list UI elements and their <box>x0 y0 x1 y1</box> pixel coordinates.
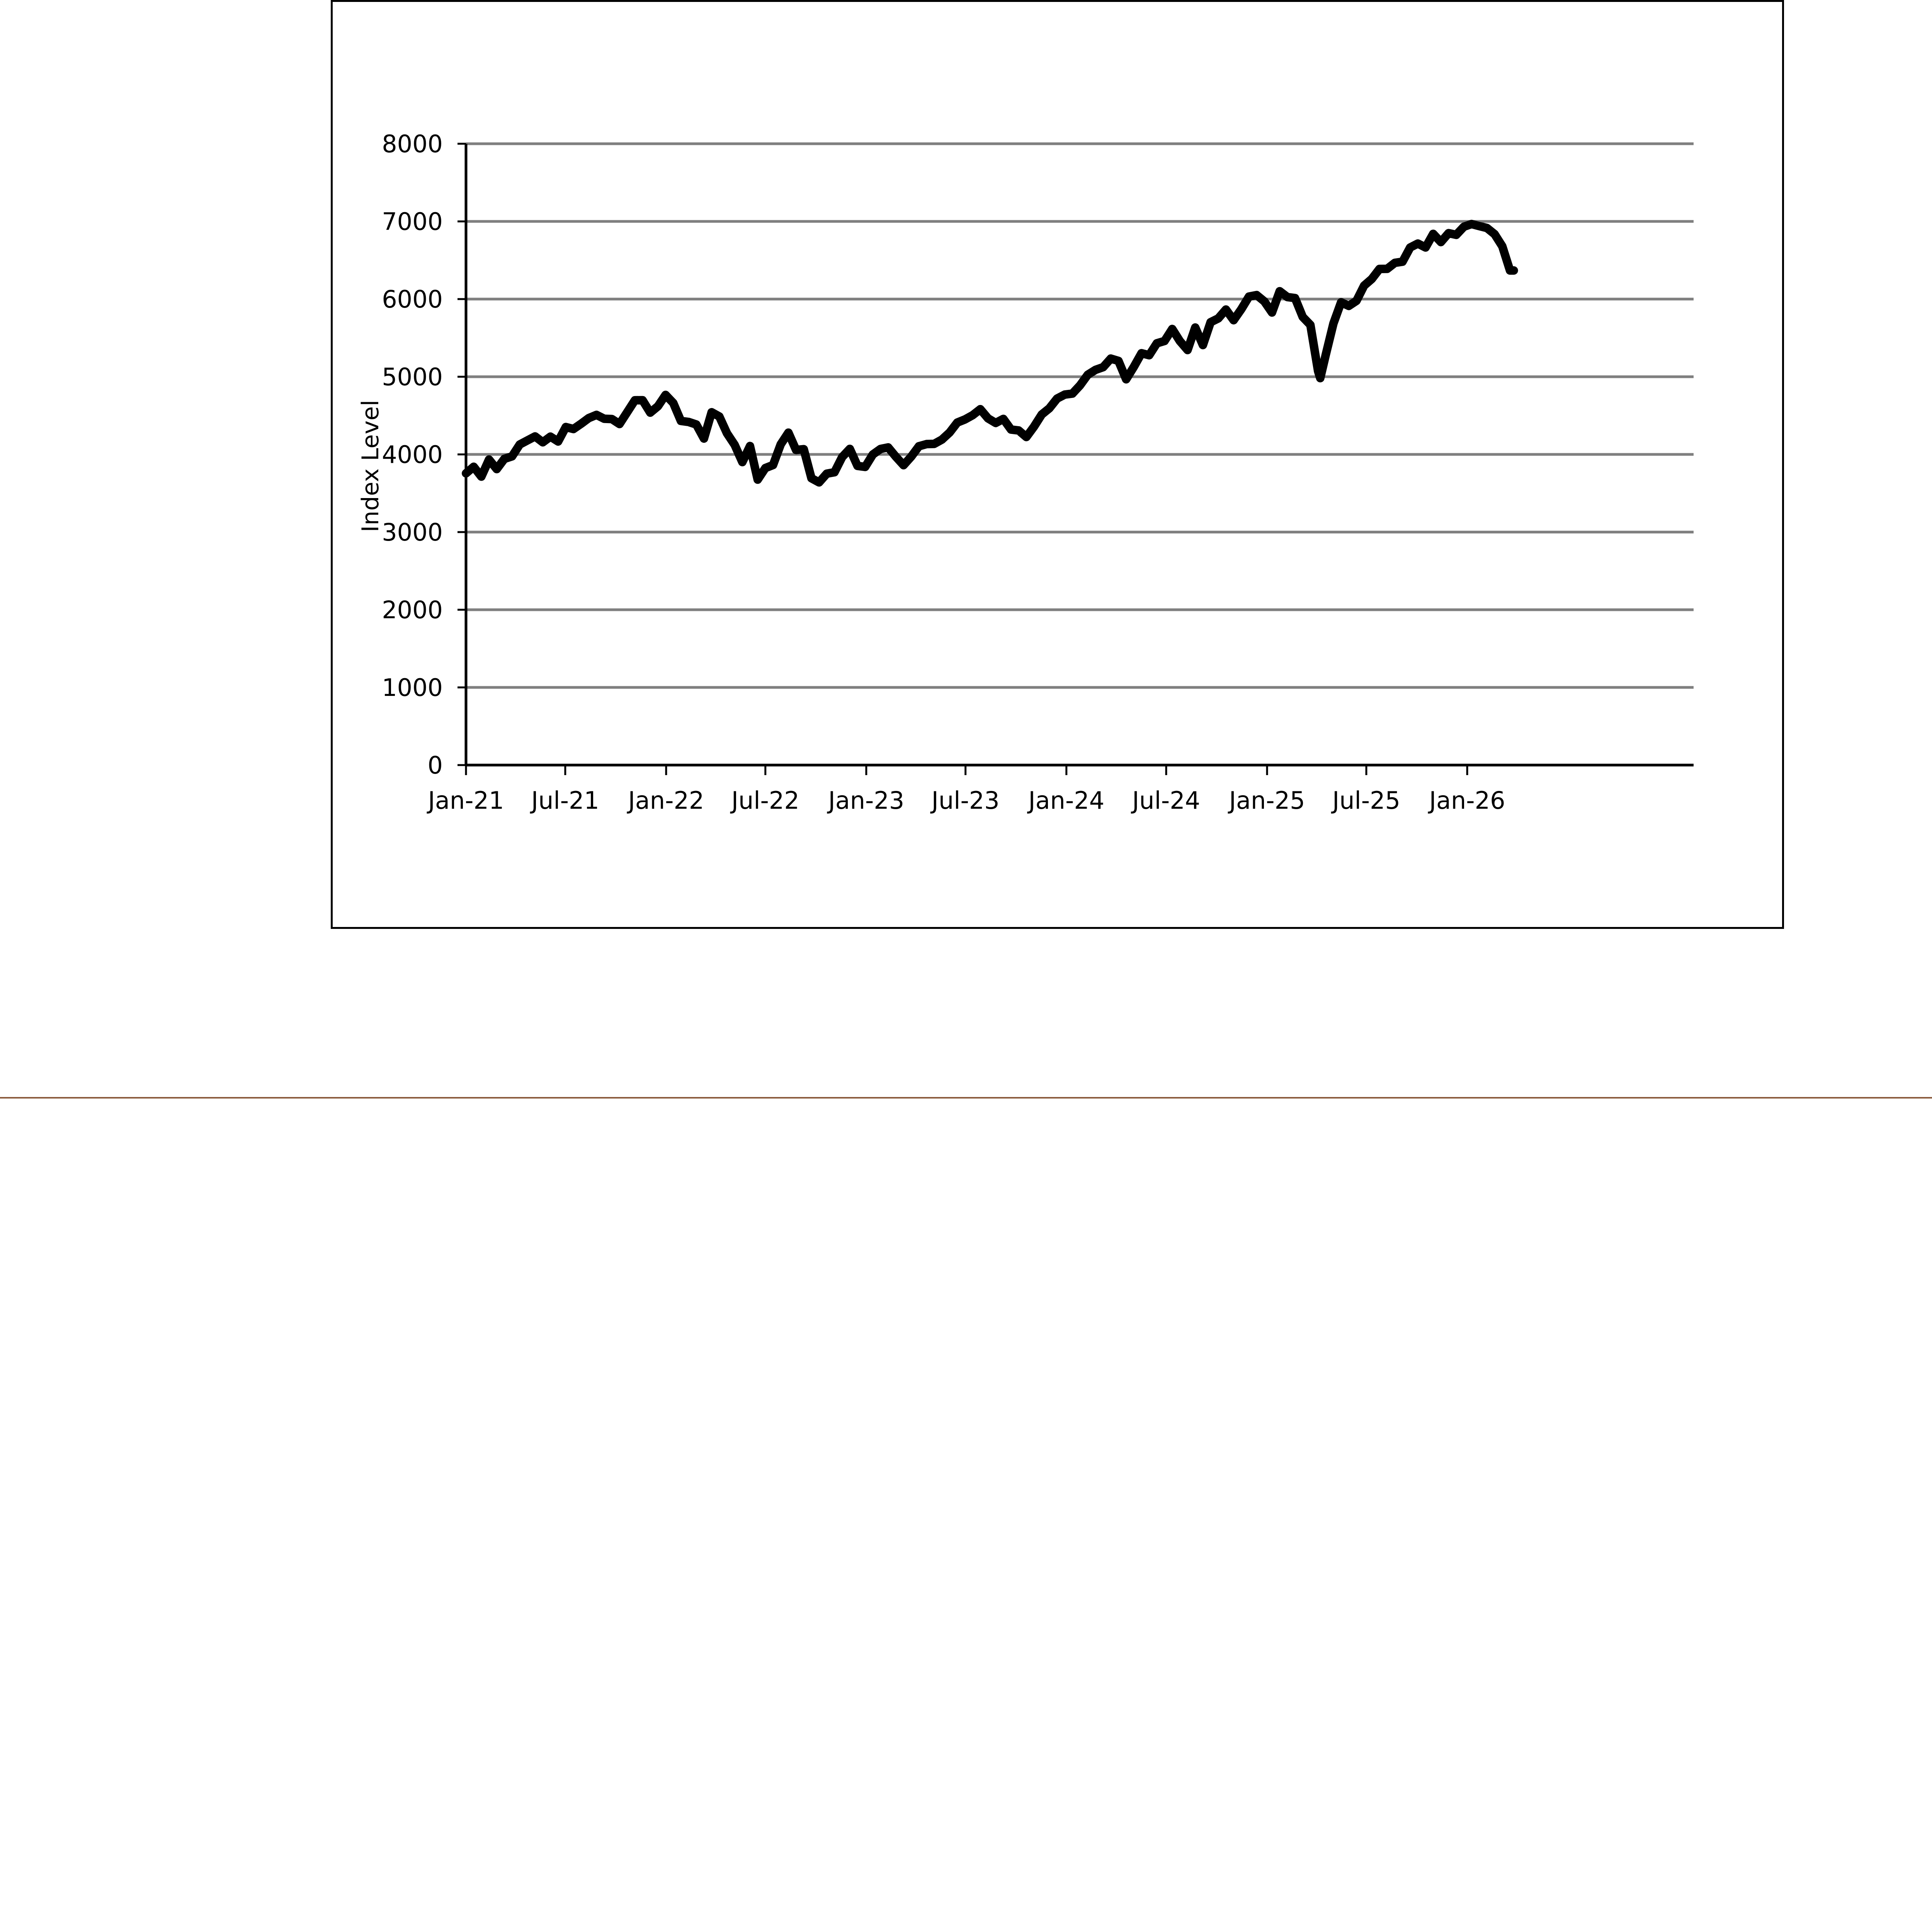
data-point-55 <box>888 447 889 448</box>
data-point-3 <box>489 459 490 460</box>
data-point-59 <box>918 446 919 447</box>
data-point-109 <box>1302 316 1303 317</box>
data-point-115 <box>1341 302 1342 303</box>
data-point-58 <box>911 456 912 457</box>
x-tick-label-Jan-24: Jan-24 <box>1028 786 1105 815</box>
data-point-44 <box>803 449 804 450</box>
data-point-52 <box>865 466 866 467</box>
data-point-91 <box>1164 341 1165 342</box>
chart-frame <box>331 0 1784 929</box>
x-tick-label-Jul-24: Jul-24 <box>1132 786 1201 815</box>
data-point-24 <box>650 412 651 413</box>
data-point-127 <box>1433 233 1434 234</box>
data-point-71 <box>1011 429 1012 430</box>
data-point-23 <box>642 400 643 401</box>
data-point-53 <box>872 454 873 455</box>
x-axis-ticks <box>427 765 1505 815</box>
x-tick-label-Jan-25: Jan-25 <box>1229 786 1305 815</box>
x-tick-label-Jan-22: Jan-22 <box>628 786 704 815</box>
data-point-11 <box>550 436 551 437</box>
x-tick-label-Jan-26: Jan-26 <box>1429 786 1505 815</box>
data-point-32 <box>711 412 712 413</box>
data-point-102 <box>1248 296 1249 297</box>
y-axis-ticks <box>382 130 466 779</box>
data-point-65 <box>964 419 965 420</box>
data-point-75 <box>1041 414 1042 415</box>
y-tick-label-5000: 5000 <box>382 363 443 391</box>
data-point-67 <box>980 409 981 410</box>
x-tick-label-Jul-22: Jul-22 <box>731 786 799 815</box>
data-point-66 <box>972 415 973 416</box>
x-tick-label-Jul-23: Jul-23 <box>931 786 1000 815</box>
y-tick-label-6000: 6000 <box>382 285 443 313</box>
data-point-95 <box>1195 327 1196 328</box>
y-tick-label-7000: 7000 <box>382 207 443 236</box>
data-point-88 <box>1141 353 1142 354</box>
data-point-63 <box>949 432 950 433</box>
data-point-125 <box>1417 243 1418 244</box>
data-point-92 <box>1172 328 1173 329</box>
data-point-103 <box>1256 295 1257 296</box>
data-point-1 <box>473 466 474 467</box>
data-point-2 <box>481 476 482 477</box>
data-point-40 <box>773 465 774 466</box>
data-point-123 <box>1402 261 1403 262</box>
data-point-114 <box>1333 323 1334 324</box>
data-point-77 <box>1057 398 1058 399</box>
data-point-135 <box>1494 234 1495 235</box>
data-point-18 <box>604 418 605 419</box>
data-point-104 <box>1264 301 1265 302</box>
data-point-70 <box>1003 418 1004 419</box>
data-point-8 <box>527 440 528 441</box>
data-point-7 <box>519 444 520 445</box>
data-point-34 <box>726 433 727 434</box>
data-point-22 <box>634 400 635 401</box>
x-tick-label-Jan-23: Jan-23 <box>828 786 905 815</box>
section-divider <box>0 1097 1932 1099</box>
x-tick-label-Jul-21: Jul-21 <box>531 786 599 815</box>
data-point-72 <box>1018 430 1019 431</box>
y-tick-label-0: 0 <box>427 751 443 779</box>
data-point-90 <box>1156 343 1157 344</box>
y-axis-title: Index Level <box>357 400 384 532</box>
series-layer <box>466 224 1514 483</box>
data-point-107 <box>1287 297 1288 298</box>
data-point-86 <box>1126 379 1127 380</box>
data-point-97 <box>1210 322 1211 323</box>
y-tick-label-1000: 1000 <box>382 673 443 702</box>
data-point-98 <box>1218 318 1219 319</box>
y-tick-label-3000: 3000 <box>382 518 443 546</box>
y-tick-label-8000: 8000 <box>382 130 443 158</box>
data-point-28 <box>680 420 681 421</box>
data-point-112 <box>1320 378 1321 379</box>
data-point-57 <box>903 465 904 466</box>
data-point-21 <box>627 412 628 413</box>
data-point-81 <box>1087 374 1088 375</box>
data-point-30 <box>696 424 697 425</box>
data-point-33 <box>719 416 720 417</box>
data-point-82 <box>1095 369 1096 370</box>
data-point-48 <box>834 472 835 473</box>
data-point-45 <box>811 478 812 479</box>
data-point-15 <box>581 423 582 424</box>
data-point-42 <box>788 432 789 433</box>
data-point-20 <box>619 423 620 424</box>
data-point-101 <box>1241 309 1242 310</box>
data-point-126 <box>1425 247 1426 248</box>
data-point-79 <box>1072 393 1073 394</box>
data-point-35 <box>734 444 735 445</box>
data-point-36 <box>742 462 743 463</box>
x-tick-label-Jul-25: Jul-25 <box>1332 786 1401 815</box>
data-point-46 <box>819 482 820 483</box>
data-point-9 <box>535 436 536 437</box>
data-point-38 <box>757 479 758 480</box>
data-point-76 <box>1049 408 1050 409</box>
data-point-136 <box>1502 246 1503 247</box>
data-point-124 <box>1410 247 1411 248</box>
data-point-106 <box>1279 291 1280 292</box>
data-point-113 <box>1325 354 1326 355</box>
y-tick-label-4000: 4000 <box>382 440 443 469</box>
x-tick-label-Jan-21: Jan-21 <box>428 786 504 815</box>
data-point-100 <box>1233 320 1234 321</box>
y-tick-label-2000: 2000 <box>382 596 443 624</box>
series-line-0 <box>466 224 1514 483</box>
data-point-128 <box>1440 242 1441 243</box>
index-level-chart <box>333 2 1782 927</box>
